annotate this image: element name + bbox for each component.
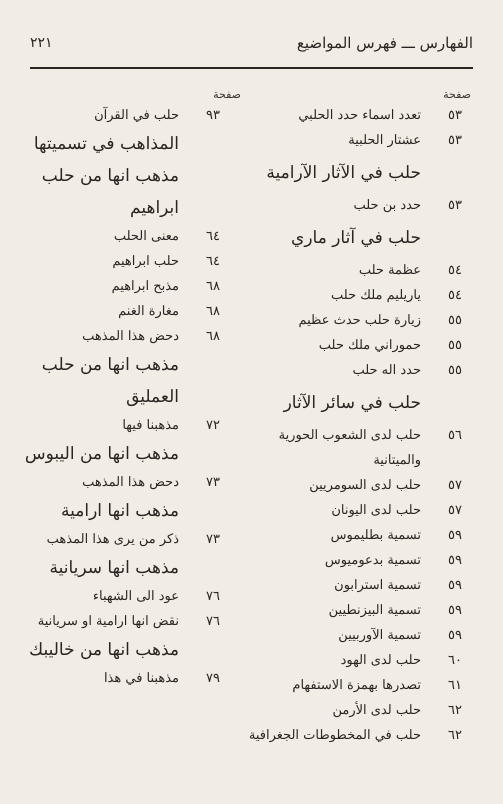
entry-text: حلب لدى اليونان [331, 503, 421, 518]
index-entry [251, 623, 473, 648]
heading-text: حلب في آثار ماري [291, 228, 421, 248]
entry-page-number: ٦٢ [448, 728, 462, 743]
entry-text: حلب لدى الهود [340, 653, 421, 668]
entry-text: نقض انها ارامية او سريانية [37, 614, 179, 629]
entry-page-number: ٥٤ [448, 288, 462, 303]
entry-page-number: ٦٢ [448, 703, 462, 718]
index-entry [251, 598, 473, 623]
index-heading [28, 128, 233, 160]
header-rule [30, 67, 473, 69]
heading-text: المذاهب في تسميتها [33, 134, 179, 154]
entry-text: تسمية بطليموس [330, 528, 421, 543]
index-entry [28, 249, 233, 274]
index-heading [28, 381, 233, 413]
heading-text: مذهب انها من خاليبك [29, 640, 179, 660]
entry-page-number: ٦٨ [206, 329, 220, 344]
index-heading [28, 192, 233, 224]
entry-page-number: ٥٣ [448, 108, 462, 123]
index-entry [251, 473, 473, 498]
index-entry [28, 274, 233, 299]
index-entry [251, 308, 473, 333]
index-entry [251, 698, 473, 723]
right-index-column [248, 103, 473, 748]
index-heading [28, 349, 233, 381]
entry-text: تعدد اسماء حدد الحلبي [298, 108, 421, 123]
index-entry [251, 548, 473, 573]
entry-page-number: ٦٨ [206, 304, 220, 319]
entry-page-number: ٥٦ [448, 428, 462, 443]
entry-text: تسمية البيزنطيين [328, 603, 421, 618]
entry-text: مذهبنا فيها [122, 418, 179, 433]
entry-page-number: ٥٥ [448, 338, 462, 353]
index-heading [251, 218, 473, 258]
entry-page-number: ٧٣ [206, 532, 220, 547]
entry-page-number: ٥٣ [448, 133, 462, 148]
entry-text: ذكر من يرى هذا المذهب [46, 532, 179, 547]
page-number: ٢٢١ [30, 35, 53, 51]
entry-page-number: ٥٩ [448, 628, 462, 643]
index-entry [28, 609, 233, 634]
heading-text: مذهب انها سريانية [49, 558, 179, 578]
entry-text: مذبح ابراهيم [111, 279, 179, 294]
index-heading [28, 495, 233, 527]
entry-text: عود الى الشهباء [92, 589, 179, 604]
index-entry [28, 413, 233, 438]
entry-text: حموراني ملك حلب [318, 338, 421, 353]
index-entry [28, 299, 233, 324]
entry-text: عظمة حلب [358, 263, 421, 278]
entry-text: والميتانية [373, 453, 421, 468]
page-header [30, 28, 473, 58]
entry-page-number: ٦٤ [206, 229, 220, 244]
entry-text: حلب في القرآن [94, 108, 179, 123]
heading-text: مذهب انها من اليبوس [24, 444, 179, 464]
entry-text: زيارة حلب حدث عظيم [298, 313, 421, 328]
index-heading [251, 383, 473, 423]
entry-text: حدد اله حلب [352, 363, 421, 378]
index-heading [251, 153, 473, 193]
index-entry [251, 423, 473, 448]
index-entry [251, 448, 473, 473]
heading-text: حلب في الآثار الآرامية [266, 163, 421, 183]
index-entry [28, 470, 233, 495]
entry-page-number: ٥٩ [448, 528, 462, 543]
entry-page-number: ٦٨ [206, 279, 220, 294]
entry-text: دحض هذا المذهب [82, 475, 179, 490]
entry-page-number: ٥٧ [448, 478, 462, 493]
entry-text: تسمية الآوربيين [338, 628, 421, 643]
entry-text: حلب لدى السومريين [309, 478, 421, 493]
entry-text: تسمية استرابون [334, 578, 421, 593]
index-entry [251, 498, 473, 523]
index-heading [28, 160, 233, 192]
entry-page-number: ٥٣ [448, 198, 462, 213]
entry-page-number: ٧٩ [206, 671, 220, 686]
left-index-column [24, 103, 233, 691]
index-entry [251, 673, 473, 698]
index-entry [251, 523, 473, 548]
entry-text: تصدرها بهمزة الاستفهام [292, 678, 421, 693]
index-entry [28, 666, 233, 691]
heading-text: مذهب انها ارامية [61, 501, 179, 521]
entry-page-number: ٥٩ [448, 553, 462, 568]
entry-text: حلب ابراهيم [112, 254, 179, 269]
entry-text: مغارة الغنم [118, 304, 179, 319]
entry-page-number: ٧٦ [206, 614, 220, 629]
entry-page-number: ٦٠ [448, 653, 462, 668]
entry-text: عشتار الحلبية [348, 133, 421, 148]
index-entry [251, 283, 473, 308]
index-entry [248, 723, 473, 748]
entry-text: معنى الحلب [113, 229, 179, 244]
entry-page-number: ٥٤ [448, 263, 462, 278]
index-entry [251, 258, 473, 283]
right-column-page-header: صفحة [443, 88, 471, 101]
heading-text: مذهب انها من حلب [41, 166, 179, 186]
index-entry [28, 324, 233, 349]
entry-page-number: ٦٤ [206, 254, 220, 269]
heading-text: العمليق [126, 387, 179, 407]
entry-text: مذهبنا في هذا [103, 671, 179, 686]
heading-text: مذهب انها من حلب [41, 355, 179, 375]
index-entry [28, 527, 233, 552]
entry-text: دحض هذا المذهب [82, 329, 179, 344]
entry-text: ياريليم ملك حلب [331, 288, 421, 303]
entry-page-number: ٦١ [448, 678, 462, 693]
entry-text: حلب لدى الأرمن [332, 703, 421, 718]
index-entry [251, 193, 473, 218]
index-entry [251, 103, 473, 128]
entry-page-number: ٥٩ [448, 603, 462, 618]
index-heading [28, 552, 233, 584]
running-title: الفهارس ـــ فهرس المواضيع [296, 34, 473, 52]
entry-text: حلب في المخطوطات الجغرافية [248, 728, 421, 743]
left-column-page-header: صفحة [213, 88, 241, 101]
index-entry [28, 224, 233, 249]
index-entry [251, 333, 473, 358]
index-heading [24, 438, 233, 470]
index-entry [28, 584, 233, 609]
entry-page-number: ٥٩ [448, 578, 462, 593]
entry-page-number: ٥٥ [448, 313, 462, 328]
entry-page-number: ٩٣ [206, 108, 220, 123]
index-entry [251, 573, 473, 598]
entry-page-number: ٧٦ [206, 589, 220, 604]
entry-page-number: ٥٥ [448, 363, 462, 378]
heading-text: حلب في سائر الآثار [283, 393, 421, 413]
heading-text: ابراهيم [130, 198, 179, 218]
entry-text: تسمية بدعوميوس [324, 553, 421, 568]
index-entry [251, 128, 473, 153]
entry-page-number: ٧٢ [206, 418, 220, 433]
entry-page-number: ٥٧ [448, 503, 462, 518]
index-entry [251, 358, 473, 383]
index-entry [251, 648, 473, 673]
entry-text: حلب لدى الشعوب الحورية [278, 428, 421, 443]
entry-page-number: ٧٣ [206, 475, 220, 490]
entry-text: حدد بن حلب [353, 198, 421, 213]
index-heading [28, 634, 233, 666]
index-entry [28, 103, 233, 128]
